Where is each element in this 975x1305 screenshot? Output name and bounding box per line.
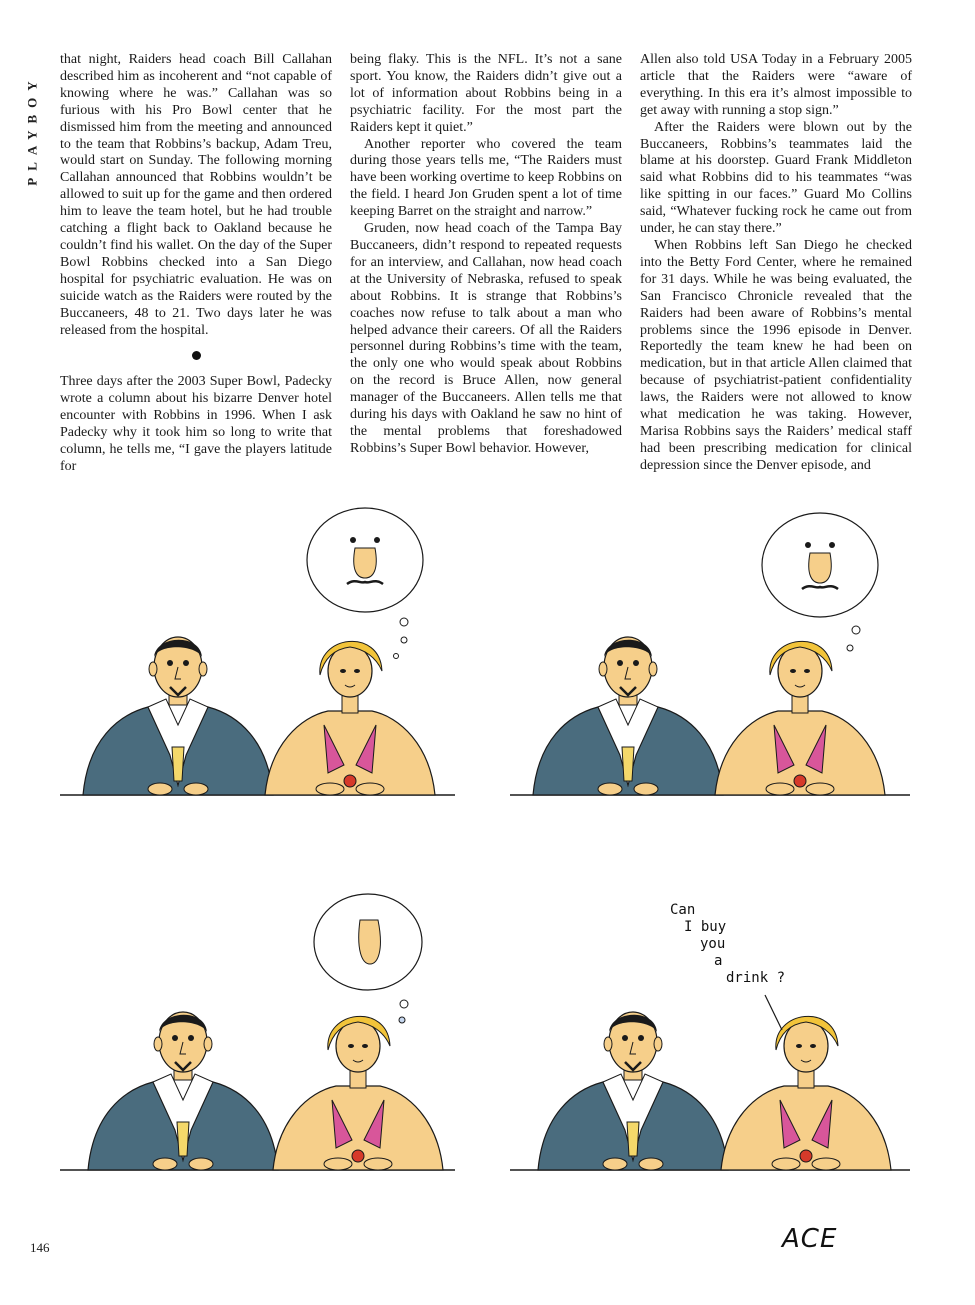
paragraph: Gruden, now head coach of the Tampa Bay Buccaneers, didn’t respond to repeated requests for an interview, and Callahan, now head coach at the University of Nebraska, refused to speak about Robbins. It is strange that Robbins’s coaches now refuse to talk about a man who helped advance their careers. Of all the Raiders personnel during Robbins’s time with the team, the only one who would speak about Robbins on the record is Bruce Allen, now general manager of the Buccaneers. Allen tells me that during his days with Oakland he saw no hint of the mental problems that foreshadowed Robbins’s Super Bowl behavior. However, (350, 221, 622, 456)
paragraph: Another reporter who covered the team during those years tells me, “The Raiders must have been working overtime to keep Robbins on the field. I heard Jon Gruden spent a lot of time keeping Barret on the straight and narrow.” (350, 136, 622, 220)
cartoon-panel-1 (60, 508, 455, 795)
speech-line: drink ? (726, 970, 786, 986)
cartoon-panel-2 (510, 513, 910, 795)
paragraph: After the Raiders were blown out by the Buccaneers, Robbins’s teammates laid the blame at his doorstep. Guard Frank Middleton said what Robbins did to his teammates “was like spitting in our faces.” Guard Mo Collins said, “Whatever fucking rock he came out from under, he can stay there.” (640, 119, 912, 237)
speech-line: you (700, 936, 726, 952)
speech-line: a (714, 953, 723, 969)
article-column-2 (350, 52, 622, 458)
magazine-masthead (22, 50, 44, 210)
speech-line: I buy (684, 919, 727, 935)
cartoon-panel-3 (60, 894, 455, 1170)
speech-line: Can (670, 902, 696, 918)
speech-bubble-text (670, 902, 786, 987)
article-column-1 (60, 52, 332, 476)
section-break-bullet (192, 351, 201, 360)
masthead-text: PLAYBOY (25, 74, 40, 186)
paragraph: being flaky. This is the NFL. It’s not a sane sport. You know, the Raiders didn’t give out a lot of information about Robbins being in a psychiatric facility. For the most part the Raiders kept it quiet.” (350, 52, 622, 135)
page-number: 146 (30, 1240, 50, 1255)
artist-signature: ACE (782, 1224, 838, 1254)
paragraph: When Robbins left San Diego he checked into the Betty Ford Center, where he remained for 31 days. While he was being evaluated, the San Francisco Chronicle revealed that the Raiders had been aware of Robbins’s mental problems since the 1996 episode in Denver. Reportedly the team knew he had been on medication, but in that article Allen claimed that because of psychiatrist-patient confidentiality laws, the Raiders were not allowed to know what medication he was taking. However, Marisa Robbins says the Raiders’ medical staff had been prescribing medication for clinical depression since the Denver episode, and (640, 237, 912, 473)
paragraph: Allen also told USA Today in a February 2005 article that the Raiders were “aware of everything. In this era it’s almost impossible to get away with running a stop sign.” (640, 52, 912, 118)
paragraph: that night, Raiders head coach Bill Callahan described him as incoherent and “not capable of knowing where he was.” Callahan was so furious with his Pro Bowl center that he dismissed him from the meeting and announced to the team that Robbins’s backup, Adam Treu, would start on Sunday. The following morning Callahan announced that Robbins wouldn’t be allowed to suit up for the game and then ordered him to leave the team hotel, but he had trouble catching a flight back to Oakland because he couldn’t find his wallet. On the day of the Super Bowl Robbins checked into a San Diego hospital for psychiatric evaluation. He was on suicide watch as the Raiders were routed by the Buccaneers, 48 to 21. Two days later he was released from the hospital. (60, 52, 332, 338)
article-column-3 (640, 52, 912, 475)
cartoon-panel-4 (510, 995, 910, 1170)
paragraph: Three days after the 2003 Super Bowl, Padecky wrote a column about his bizarre Denver hotel encounter with Robbins in 1996. When I ask Padecky why it took him so long to write that column, he tells me, “I gave the players latitude for (60, 374, 332, 474)
cartoon-illustration (0, 490, 975, 1270)
